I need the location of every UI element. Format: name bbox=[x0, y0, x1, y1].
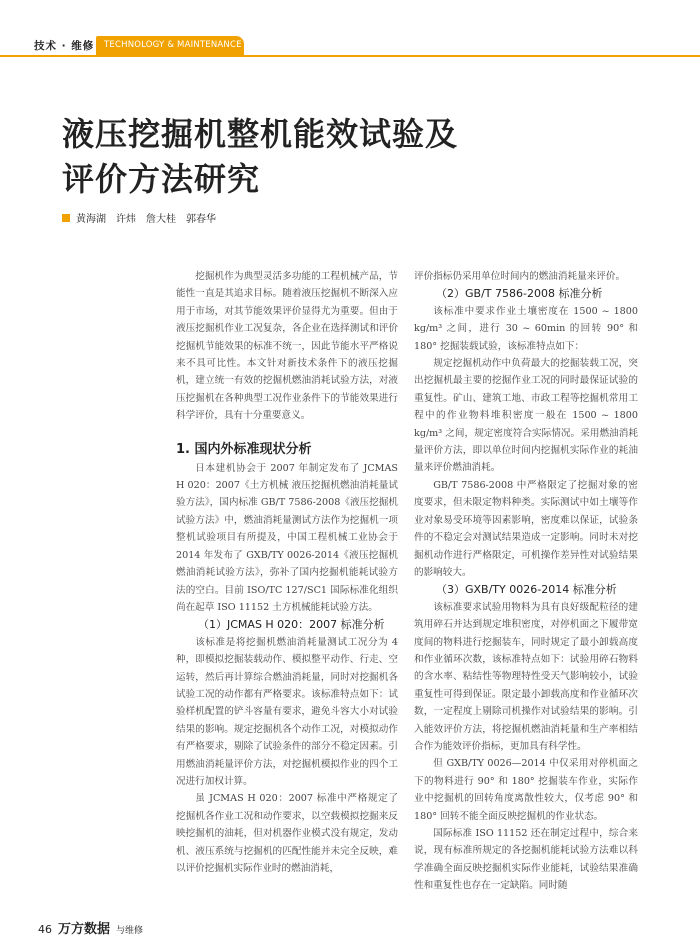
body-paragraph: 该标准是将挖掘机燃油消耗量测试工况分为 4 种，即模拟挖掘装载动作、模拟整平动作、行走、空运转，然后再计算综合燃油消耗量，同时对挖掘机各试验工况的动作都有严格要求。该标准特点如下：试验样机配置的铲斗容量有要求，避免斗容大小对试验结果的影响。规定挖掘机各个动作工况，对模拟动作有严格要求，剔除了试验条件的部分不稳定因素。引用燃油消耗量评价方法，对挖掘机模拟作业的四个工况进行加权计算。 bbox=[176, 636, 398, 787]
section-label-cn: 技术 · 维修 bbox=[34, 40, 95, 52]
intro-paragraph: 挖掘机作为典型灵活多功能的工程机械产品，节能性一直是其追求目标。随着液压挖掘机不断深入应用于市场，对其节能效果评价显得尤为重要。但由于液压挖掘机作业工况复杂，各企业在选择测试和评价挖掘机节能效果的标准不统一，因此节能水平严格说来不具可比性。本文针对新技术条件下的液压挖掘机，建立统一有效的挖掘机燃油消耗试验方法，对液压挖掘机在各种典型工况作业条件下的节能效果进行科学评价，具有十分重要意义。 bbox=[176, 271, 398, 422]
body-paragraph: 但 GXB/TY 0026—2014 中仅采用对停机面之下的物料进行 90° 和 180° 挖掘装车作业，实际作业中挖掘机的回转角度离散性较大，仅考虑 90° 和 180° 回转不能全面反映挖掘机的作业状态。 bbox=[414, 758, 638, 822]
body-paragraph: 日本建机协会于 2007 年制定发布了 JCMAS H 020：2007《土方机械 液压挖掘机燃油消耗量试验方法》，国内标准 GB/T 7586-2008《液压挖掘机 试验方法》中，燃油消耗量测试方法作为挖掘机一项整机试验项目有所提及，中国工程机械工业协会于 2014 年发布了 GXB/TY 0026-2014《液压挖掘机燃油消耗试验方法》，弥补了国内挖掘机能耗试验方法的空白。目前 ISO/TC 127/SC1 国际标准化组织尚在起草 ISO 11152 土方机械能耗试验方法。 bbox=[176, 462, 398, 613]
subsection-heading: （1）JCMAS H 020：2007 标准分析 bbox=[198, 618, 385, 632]
magazine-name: 万方数据 bbox=[58, 922, 111, 937]
article-title bbox=[62, 112, 582, 202]
page-footer bbox=[38, 918, 143, 937]
author-name: 詹大桂 bbox=[146, 214, 176, 225]
body-paragraph: GB/T 7586-2008 中严格限定了挖掘对象的密度要求，但未限定物料种类。实际测试中如土壤等作业对象易受环境等因素影响，密度难以保证，试验条件的不稳定会对测试结果造成一定影响。同时未对挖掘机动作进行严格限定，可机操作差异性对试验结果的影响较大。 bbox=[414, 479, 638, 578]
magazine-subtitle: 与维修 bbox=[116, 926, 144, 936]
title-line-2: 评价方法研究 bbox=[62, 160, 261, 198]
body-paragraph: 国际标准 ISO 11152 还在制定过程中，综合来说，现有标准所规定的各挖掘机能耗试验方法难以科学准确全面反映挖掘机实际作业能耗，试验结果准确性和重复性也存在一定缺陷。同时随 bbox=[414, 828, 638, 892]
body-paragraph: 规定挖掘机动作中负荷最大的挖掘装载工况，突出挖掘机最主要的挖掘作业工况的同时最保证试验的重复性。矿山、建筑工地、市政工程等挖掘机常用工程中的作业物料堆积密度一般在 1500 ~ 1800 kg/m³ 之间，规定密度符合实际情况。采用燃油消耗量评价方法，即以单位时间内挖掘机实际作业的耗油量来评价燃油消耗。 bbox=[414, 358, 638, 474]
body-paragraph: 虽 JCMAS H 020：2007 标准中严格规定了挖掘机各作业工况和动作要求，以空载模拟挖掘来反映挖掘机的油耗，但对机器作业模式没有规定，发动机、液压系统与挖掘机的匹配性能并未完全反映，难以评价挖掘机实际作业时的燃油消耗， bbox=[176, 793, 398, 874]
page-number: 46 bbox=[38, 923, 52, 936]
section-heading: 1. 国内外标准现状分析 bbox=[176, 441, 312, 457]
body-paragraph: 该标准中要求作业土壤密度在 1500 ~ 1800 kg/m³ 之间，进行 30 ~ 60min 的回转 90° 和 180° 挖掘装载试验，该标准特点如下： bbox=[414, 305, 638, 352]
title-line-1: 液压挖掘机整机能效试验及 bbox=[62, 115, 459, 153]
author-name: 许炜 bbox=[116, 214, 136, 225]
subsection-heading: （3）GXB/TY 0026-2014 标准分析 bbox=[436, 583, 617, 597]
section-label-en: TECHNOLOGY & MAINTENANCE bbox=[104, 40, 242, 50]
subsection-heading: （2）GB/T 7586-2008 标准分析 bbox=[436, 287, 603, 301]
author-list bbox=[62, 210, 220, 225]
body-paragraph: 评价指标仍采用单位时间内的燃油消耗量来评价。 bbox=[414, 271, 626, 282]
author-name: 郭春华 bbox=[186, 214, 216, 225]
author-marker-icon bbox=[62, 214, 70, 222]
author-name: 黄海湖 bbox=[76, 214, 106, 225]
left-column bbox=[176, 268, 398, 877]
right-column bbox=[414, 268, 638, 895]
body-paragraph: 该标准要求试验用物料为具有良好级配粒径的建筑用碎石并达到规定堆积密度，对停机面之下履带宽度间的物料进行挖掘装车，同时规定了最小卸载高度和作业循环次数，该标准特点如下：试验用碎石物料的含水率、粘结性等物理特性受天气影响较小，试验重复性可得到保证。限定最小卸载高度和作业循环次数，一定程度上剔除司机操作对试验结果的影响。引入能效评价方法，将挖掘机燃油消耗量和生产率相结合作为能效评价指标，更加具有科学性。 bbox=[414, 601, 638, 752]
